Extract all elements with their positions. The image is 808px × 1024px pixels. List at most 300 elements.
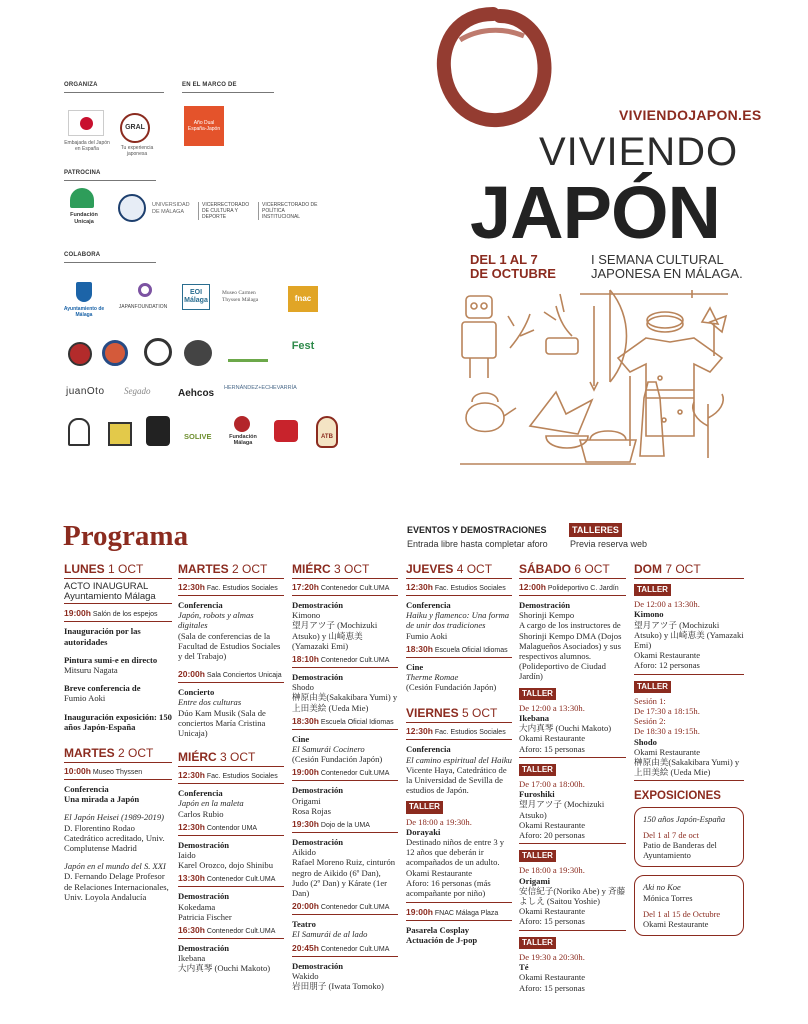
workshop-place: Okami Restaurante xyxy=(519,906,586,917)
event xyxy=(292,672,398,713)
karate-badge-icon xyxy=(68,342,92,366)
time-value: 17:20h xyxy=(292,582,319,592)
exposition-author: Mónica Torres xyxy=(643,892,693,903)
event-body: (Cesión Fundación Japón) xyxy=(406,682,497,693)
event-title: Cine xyxy=(406,661,424,672)
event-italic: El Samurái de al lado xyxy=(292,929,368,940)
workshop-body: 安信紀子(Noriko Abe) y 斉藤よしえ (Saitou Yoshie) xyxy=(519,885,626,907)
exposition-date: Del 1 al 15 de Octubre xyxy=(643,908,721,919)
museo-thyssen-text: Museo Carmen Thyssen Málaga xyxy=(222,290,259,303)
time-value: 12:30h xyxy=(406,726,433,737)
day-number: 3 OCT xyxy=(220,750,256,765)
patrocina-label: PATROCINA xyxy=(64,170,101,176)
workshop-body: 望月アツ子 (Mochizuki Atsuko) y 山崎恵美 (Yamazaki Emi) xyxy=(634,619,744,651)
workshop-aforo: Aforo: 20 personas xyxy=(519,830,585,841)
day-name: SÁBADO xyxy=(519,562,572,576)
time-value: 20:00h xyxy=(292,901,319,912)
time-value: 10:00h xyxy=(64,766,91,777)
workshop xyxy=(519,952,626,993)
event-body: Rosa Rojas xyxy=(292,805,331,816)
day-number: 6 OCT xyxy=(574,562,610,576)
time-place: Contenedor Cult.UMA xyxy=(320,904,390,912)
time-place: Contenedor Cult.UMA xyxy=(320,585,390,592)
event-body: Shodo xyxy=(292,682,314,693)
workshop-title: Ikebana xyxy=(519,713,550,724)
day-number: 5 OCT xyxy=(462,706,498,721)
event-title: Inauguración por las autoridades xyxy=(64,626,141,647)
event-aforo: Aforo: 16 personas (más acompañante por niño) xyxy=(406,877,491,899)
event-title: Demostración xyxy=(292,785,344,796)
time-value: 16:30h xyxy=(178,925,205,936)
workshop-title: Shodo xyxy=(634,736,657,747)
dojo-badge-icon xyxy=(144,338,172,366)
subtitle-line-1: I SEMANA CULTURAL xyxy=(591,252,724,267)
vicerrectorado-politica: VICERRECTORADO DE POLÍTICA INSTITUCIONAL xyxy=(258,202,322,220)
column-miercoles xyxy=(292,562,398,999)
event xyxy=(178,840,284,871)
momiji-icon xyxy=(146,416,170,446)
time-slot xyxy=(64,608,172,622)
event-body: Vicente Haya, Catedrático de la Universidad de Sevilla de estudios de Japón. xyxy=(406,764,507,796)
workshop-aforo: Aforo: 15 personas xyxy=(519,743,585,754)
event-body: Rafael Moreno Ruiz, cinturón negro de Aikido (6º Dan), Judo (2º Dan) y Kárate (1er Dan) xyxy=(292,857,396,899)
time-place: Sala Conciertos Unicaja xyxy=(206,672,282,680)
event-body: 榊原由美(Sakakibara Yumi) y 上田美絵 (Ueda Mie) xyxy=(292,692,398,713)
day-number: 7 OCT xyxy=(665,562,701,576)
fundacion-malaga-text: Fundación Málaga xyxy=(229,434,257,446)
time-value: 12:00h xyxy=(519,582,546,592)
ayuntamiento-crest-icon xyxy=(76,282,92,302)
workshop-place: Okami Restaurante xyxy=(519,819,586,830)
time-place: Fac. Estudios Sociales xyxy=(206,585,278,592)
event-title: Demostración xyxy=(178,943,230,954)
event-title: Cine xyxy=(292,733,310,744)
event-italic: Therme Romae xyxy=(406,672,459,683)
acto-inaugural: ACTO INAUGURAL xyxy=(64,581,149,592)
event-title: Concierto xyxy=(178,687,215,698)
workshop-body: 望月アツ子 (Mochizuki Atsuko) xyxy=(519,799,605,820)
time-slot xyxy=(178,669,284,683)
day-header-miercoles xyxy=(178,750,284,767)
workshop-aforo: Aforo: 12 personas xyxy=(634,660,700,671)
event-body: Destinado niños de entre 3 y 12 años que deberán ir acompañados de un adulto. Okami Restaurante xyxy=(406,837,505,878)
event-body: (Sala de conferencias de la Facultad de Estudios Sociales y del Trabajo) xyxy=(178,630,281,662)
session-time: De 18:30 a 19:15h. xyxy=(634,726,700,737)
time-value: 12:30h xyxy=(178,770,205,781)
gralla-text: GRAL xyxy=(125,124,145,131)
exposition-place: Patio de Banderas del Ayuntamiento xyxy=(643,840,717,861)
event-body: Patricia Fischer xyxy=(178,911,232,922)
day-number: 3 OCT xyxy=(334,562,370,576)
segado-logo: Segado xyxy=(124,386,151,396)
event-italic: Japón, robots y almas digitales xyxy=(178,610,254,631)
universidad-text: UNIVERSIDAD DE MÁLAGA xyxy=(152,202,190,215)
website-url[interactable]: VIVIENDOJAPON.ES xyxy=(619,107,762,123)
workshop xyxy=(519,703,626,758)
talleres-legend-sub: Previa reserva web xyxy=(570,539,648,549)
time-place: Contendor UMA xyxy=(206,824,258,832)
column-domingo xyxy=(634,562,744,936)
event xyxy=(406,662,512,693)
juanoto-logo: juanOto xyxy=(66,386,105,397)
bow-icon xyxy=(610,290,627,382)
workshop-title: Furoshiki xyxy=(519,789,555,800)
event-body: Wakido xyxy=(292,970,319,981)
workshop-aforo: Aforo: 15 personas xyxy=(519,982,585,993)
event xyxy=(178,943,284,974)
time-slot xyxy=(292,943,398,957)
time-value: 20:00h xyxy=(178,669,205,680)
event-body: 大内真琴 (Ouchi Makoto) xyxy=(178,963,271,974)
column-sabado xyxy=(519,562,626,1001)
day-number: 2 OCT xyxy=(118,746,154,761)
day-header-jueves xyxy=(406,562,512,579)
katana-icon xyxy=(580,290,728,298)
workshop xyxy=(634,696,744,782)
column-martes-miercoles xyxy=(178,562,284,982)
day-header-martes xyxy=(64,746,172,763)
taller-badge: TALLER xyxy=(634,681,671,693)
talleres-legend-badge: TALLERES xyxy=(569,523,622,537)
exposition-card xyxy=(634,875,744,936)
day-name: MARTES xyxy=(178,562,229,576)
gralla-sub: Tu experiencia japonesa xyxy=(120,145,154,157)
event-body: Kimono xyxy=(292,610,321,621)
japanfoundation-flower-icon xyxy=(138,283,152,297)
event-body: 岩田朋子 (Iwata Tomoko) xyxy=(292,981,384,992)
workshop xyxy=(519,865,626,930)
day-header-miercoles xyxy=(292,562,398,579)
universidad-crest-icon xyxy=(118,194,146,222)
time-place: Contenedor Cult.UMA xyxy=(206,928,276,936)
sushi-logo-icon xyxy=(274,420,298,442)
workshop-place: Okami Restaurante xyxy=(519,733,586,744)
time-slot xyxy=(64,766,172,780)
event-title: Teatro xyxy=(292,919,316,930)
day-header-sabado xyxy=(519,562,626,579)
day-header-viernes xyxy=(406,706,512,723)
session-label: Sesión 2: xyxy=(634,716,666,727)
taller-badge: TALLER xyxy=(519,688,556,700)
sake-bottle-icon xyxy=(640,382,664,456)
workshop-time: De 12:00 a 13:30h. xyxy=(634,599,700,610)
time-place: Contenedor Cult.UMA xyxy=(320,657,390,665)
time-place: Escuela Oficial Idiomas xyxy=(320,718,394,726)
divider xyxy=(64,262,156,263)
event-body: Karel Orozco, dojo Shinibu xyxy=(178,860,273,871)
day-header-martes xyxy=(178,562,284,579)
event-body: Origami xyxy=(292,795,321,806)
time-value: 19:00h xyxy=(292,767,319,778)
day-name: MARTES xyxy=(64,746,115,761)
time-place: Dojo de la UMA xyxy=(320,822,370,830)
event-italic: El camino espiritual del Haiku xyxy=(406,754,512,765)
time-slot xyxy=(178,770,284,784)
programa-title: Programa xyxy=(63,520,189,552)
day-name: MIÉRC xyxy=(178,750,217,765)
event-body: D. Florentino Rodao Catedrático acreditado, Univ. Complutense Madrid xyxy=(64,822,165,854)
column-lunes-martes xyxy=(64,562,172,910)
event xyxy=(178,687,284,738)
origami-crane-icon xyxy=(530,392,592,434)
organiza-label: ORGANIZA xyxy=(64,82,98,88)
event-title: Dorayaki xyxy=(406,826,441,837)
event-italic: Haiku y flamenco: Una forma de unir dos tradiciones xyxy=(406,610,510,631)
event-title: Actuación de J-pop xyxy=(406,935,478,946)
time-slot xyxy=(292,654,398,668)
session-label: Sesión 1: xyxy=(634,695,666,706)
event xyxy=(292,785,398,816)
event-title: Conferencia xyxy=(178,788,223,799)
event-time: De 18:00 a 19:30h. xyxy=(406,816,472,827)
time-place: Contenedor Cult.UMA xyxy=(320,945,390,953)
divider xyxy=(64,180,156,181)
time-slot xyxy=(178,873,284,887)
time-place: Contenedor Cult.UMA xyxy=(206,876,276,884)
event-body: (Cesión Fundación Japón) xyxy=(292,754,383,765)
event-body: Shorinji Kempo xyxy=(519,610,575,621)
time-value: 18:30h xyxy=(292,715,319,726)
exposiciones-title: EXPOSICIONES xyxy=(634,790,721,803)
taller-badge: TALLER xyxy=(519,764,556,776)
time-value: 19:00h xyxy=(64,608,91,619)
exposition-title: Aki no Koe xyxy=(643,882,681,893)
time-slot xyxy=(292,767,398,781)
workshop-time: De 18:00 a 19:30h. xyxy=(519,865,585,876)
time-value: 19:00h xyxy=(406,907,433,918)
time-slot xyxy=(406,907,512,921)
event-title: Pintura sumi-e en directo xyxy=(64,654,158,665)
event-title: Demostración xyxy=(178,891,230,902)
kokedama-icon xyxy=(184,340,212,366)
event-italic: El Samurái Cocinero xyxy=(292,744,365,755)
event-body: Kokedama xyxy=(178,901,216,912)
event xyxy=(406,817,512,904)
event-italic: El Japón Heisei (1989-2019) xyxy=(64,812,164,823)
event xyxy=(406,744,512,795)
time-slot xyxy=(406,644,512,658)
workshop-place: Okami Restaurante xyxy=(634,650,701,661)
event xyxy=(64,683,172,703)
taller-badge: TALLER xyxy=(519,850,556,862)
event-subtitle: Una mirada a Japón xyxy=(64,794,140,805)
marco-label: EN EL MARCO DE xyxy=(182,82,237,88)
time-place: Escuela Oficial Idiomas xyxy=(434,646,508,654)
event-title: Conferencia xyxy=(64,784,109,795)
event-body: Dúo Kam Musik (Sala de conciertos María Cristina Unicaja) xyxy=(178,707,266,739)
branch-icon xyxy=(508,314,534,348)
escuela-arte-icon xyxy=(228,340,268,362)
time-place: Fac. Estudios Sociales xyxy=(434,585,506,592)
sushi-icon xyxy=(647,312,683,332)
event-title: Conferencia xyxy=(406,744,451,755)
event xyxy=(292,837,398,898)
workshop-aforo: Aforo: 15 personas xyxy=(519,916,585,927)
sponsors-panel xyxy=(60,82,345,452)
event-title: Demostración xyxy=(292,960,344,971)
event xyxy=(64,861,172,902)
event xyxy=(178,788,284,819)
event-title: Conferencia xyxy=(406,600,451,610)
event-title: Demostración xyxy=(178,839,230,850)
club-badge-icon xyxy=(102,340,128,366)
flower-pot-icon xyxy=(544,294,578,354)
event-italic: Japón en la maleta xyxy=(178,798,244,809)
column-jueves-viernes xyxy=(406,562,512,954)
time-slot xyxy=(178,925,284,939)
solive-logo: SOLIVE xyxy=(184,432,212,441)
eoi-logo: EOI Málaga xyxy=(182,284,210,310)
event xyxy=(519,600,626,682)
dates-line-2: DE OCTUBRE xyxy=(470,266,556,281)
kimono-icon xyxy=(618,338,722,436)
event-title: Demostración xyxy=(519,600,571,610)
event xyxy=(64,784,172,804)
events-legend-sub: Entrada libre hasta completar aforo xyxy=(407,539,548,549)
time-slot xyxy=(519,582,626,596)
colabora-label: COLABORA xyxy=(64,252,101,258)
japan-culture-illustration xyxy=(460,286,740,466)
time-slot xyxy=(292,716,398,730)
gralla-logo xyxy=(120,113,150,143)
enso-brush-circle xyxy=(430,0,556,130)
atb-text: ATB xyxy=(321,434,333,440)
event xyxy=(292,600,398,651)
unicaja-text: Fundación Unicaja xyxy=(70,212,98,225)
time-slot xyxy=(406,582,512,596)
workshop xyxy=(519,779,626,844)
event xyxy=(292,734,398,765)
time-place: Polideportivo C. Jardín xyxy=(547,585,619,592)
workshop-place: Okami Restaurante xyxy=(519,972,586,983)
workshop-body: 大内真琴 (Ouchi Makoto) xyxy=(519,723,612,734)
aehcos-logo: Aehcos xyxy=(178,388,215,399)
time-slot xyxy=(178,582,284,596)
taller-badge: TALLER xyxy=(634,584,671,596)
day-name: DOM xyxy=(634,562,662,576)
ayuntamiento-text: Ayuntamiento de Málaga xyxy=(63,306,105,318)
session-time: De 17:30 a 18:15h. xyxy=(634,706,700,717)
dates-line-1: DEL 1 AL 7 xyxy=(470,252,538,267)
taller-badge: TALLER xyxy=(519,937,556,949)
fest-logo: Fest xyxy=(291,340,315,352)
time-slot xyxy=(292,901,398,915)
event-title: Demostración xyxy=(292,600,344,610)
event-title: Demostración xyxy=(292,672,344,683)
fnac-logo xyxy=(288,286,318,312)
marco-logo xyxy=(184,106,224,146)
workshop xyxy=(634,599,744,674)
time-value: 18:10h xyxy=(292,654,319,665)
event xyxy=(178,600,284,661)
event-title: Inauguración exposición: 150 años Japón-España xyxy=(64,711,172,732)
time-place: Salón de los espejos xyxy=(92,611,158,619)
event-title: Pasarela Cosplay xyxy=(406,925,470,936)
exposition-title: 150 años Japón-España xyxy=(643,813,726,824)
time-value: 18:30h xyxy=(406,643,433,654)
time-value: 12:30h xyxy=(178,821,205,832)
pinwheel-icon xyxy=(702,308,726,356)
event xyxy=(178,891,284,922)
events-legend-title: EVENTOS Y DEMOSTRACIONES xyxy=(407,525,547,535)
day-name: LUNES xyxy=(64,562,105,576)
time-slot xyxy=(178,822,284,836)
divider xyxy=(64,92,164,93)
arrow-icon xyxy=(590,306,598,390)
event xyxy=(406,925,512,945)
event-title: Demostración xyxy=(292,837,344,848)
event-body: Carlos Rubio xyxy=(178,808,224,819)
event xyxy=(64,655,172,675)
day-name: MIÉRC xyxy=(292,562,331,576)
workshop-title: Origami xyxy=(519,875,551,886)
taller-badge: TALLER xyxy=(406,801,443,813)
time-place: Fac. Estudios Sociales xyxy=(206,773,278,781)
event-title: Conferencia xyxy=(178,600,223,610)
workshop-title: Kimono xyxy=(634,609,664,620)
event-title: Breve conferencia de xyxy=(64,683,141,694)
title-viviendo: VIVIENDO xyxy=(539,130,739,174)
exposition-date: Del 1 al 7 de oct xyxy=(643,829,699,840)
day-number: 1 OCT xyxy=(108,562,144,576)
flag-sun-icon xyxy=(80,117,93,130)
event-italic: Entre dos culturas xyxy=(178,697,242,708)
time-place: Contenedor Cult.UMA xyxy=(320,770,390,778)
day-header-domingo xyxy=(634,562,744,579)
day-name: VIERNES xyxy=(406,706,459,721)
atb-badge xyxy=(316,416,338,448)
teapot-icon xyxy=(466,393,516,432)
time-place: Museo Thyssen xyxy=(92,769,143,777)
acto-location: Ayuntamiento Málaga xyxy=(64,592,172,604)
event-body: Fumio Aoki xyxy=(406,630,448,641)
fundacion-malaga-icon xyxy=(234,416,250,432)
time-value: 13:30h xyxy=(178,873,205,884)
time-value: 19:30h xyxy=(292,819,319,830)
event-body: Iaido xyxy=(178,850,196,861)
event xyxy=(406,600,512,641)
embajada-text: Embajada del Japón en España xyxy=(64,140,110,152)
time-value: 20:45h xyxy=(292,942,319,953)
event-body: Mitsuru Nagata xyxy=(64,665,118,676)
vicerrectorado-cultura: VICERRECTORADO DE CULTURA Y DEPORTE xyxy=(198,202,254,220)
hernandez-logo: HERNÁNDEZ+ECHEVARRÍA xyxy=(224,385,297,391)
workshop-body: 榊原由美(Sakakibara Yumi) y 上田美絵 (Ueda Mie) xyxy=(634,757,740,778)
time-value: 12:30h xyxy=(178,582,205,592)
event-body: Fumio Aoki xyxy=(64,693,106,704)
event-body: 望月アツ子 (Mochizuki Atsuko) y 山崎恵美 (Yamazaki Emi) xyxy=(292,620,378,651)
workshop-time: De 17:00 a 18:00h. xyxy=(519,779,585,790)
workshop-place: Okami Restaurante xyxy=(634,746,701,757)
day-name: JUEVES xyxy=(406,562,454,576)
event-body: Aikido xyxy=(292,847,316,858)
plant-icon xyxy=(693,394,723,458)
marco-text: Año Dual España-Japón xyxy=(187,120,221,132)
robot-icon xyxy=(462,296,496,378)
fnac-text: fnac xyxy=(294,294,312,303)
exposition-card xyxy=(634,807,744,868)
workshop-time: De 19:30 a 20:30h. xyxy=(519,951,585,962)
chef-icon xyxy=(68,418,90,446)
divider xyxy=(182,92,274,93)
event-italic: Japón en el mundo del S. XXI xyxy=(64,861,166,872)
event xyxy=(292,919,398,939)
event-body: Ikebana xyxy=(178,953,206,964)
title-japon: JAPÓN xyxy=(470,171,720,254)
workshop-time: De 12:00 a 13:30h. xyxy=(519,702,585,713)
time-slot xyxy=(406,726,512,740)
subtitle-line-2: JAPONESA EN MÁLAGA. xyxy=(591,266,743,281)
